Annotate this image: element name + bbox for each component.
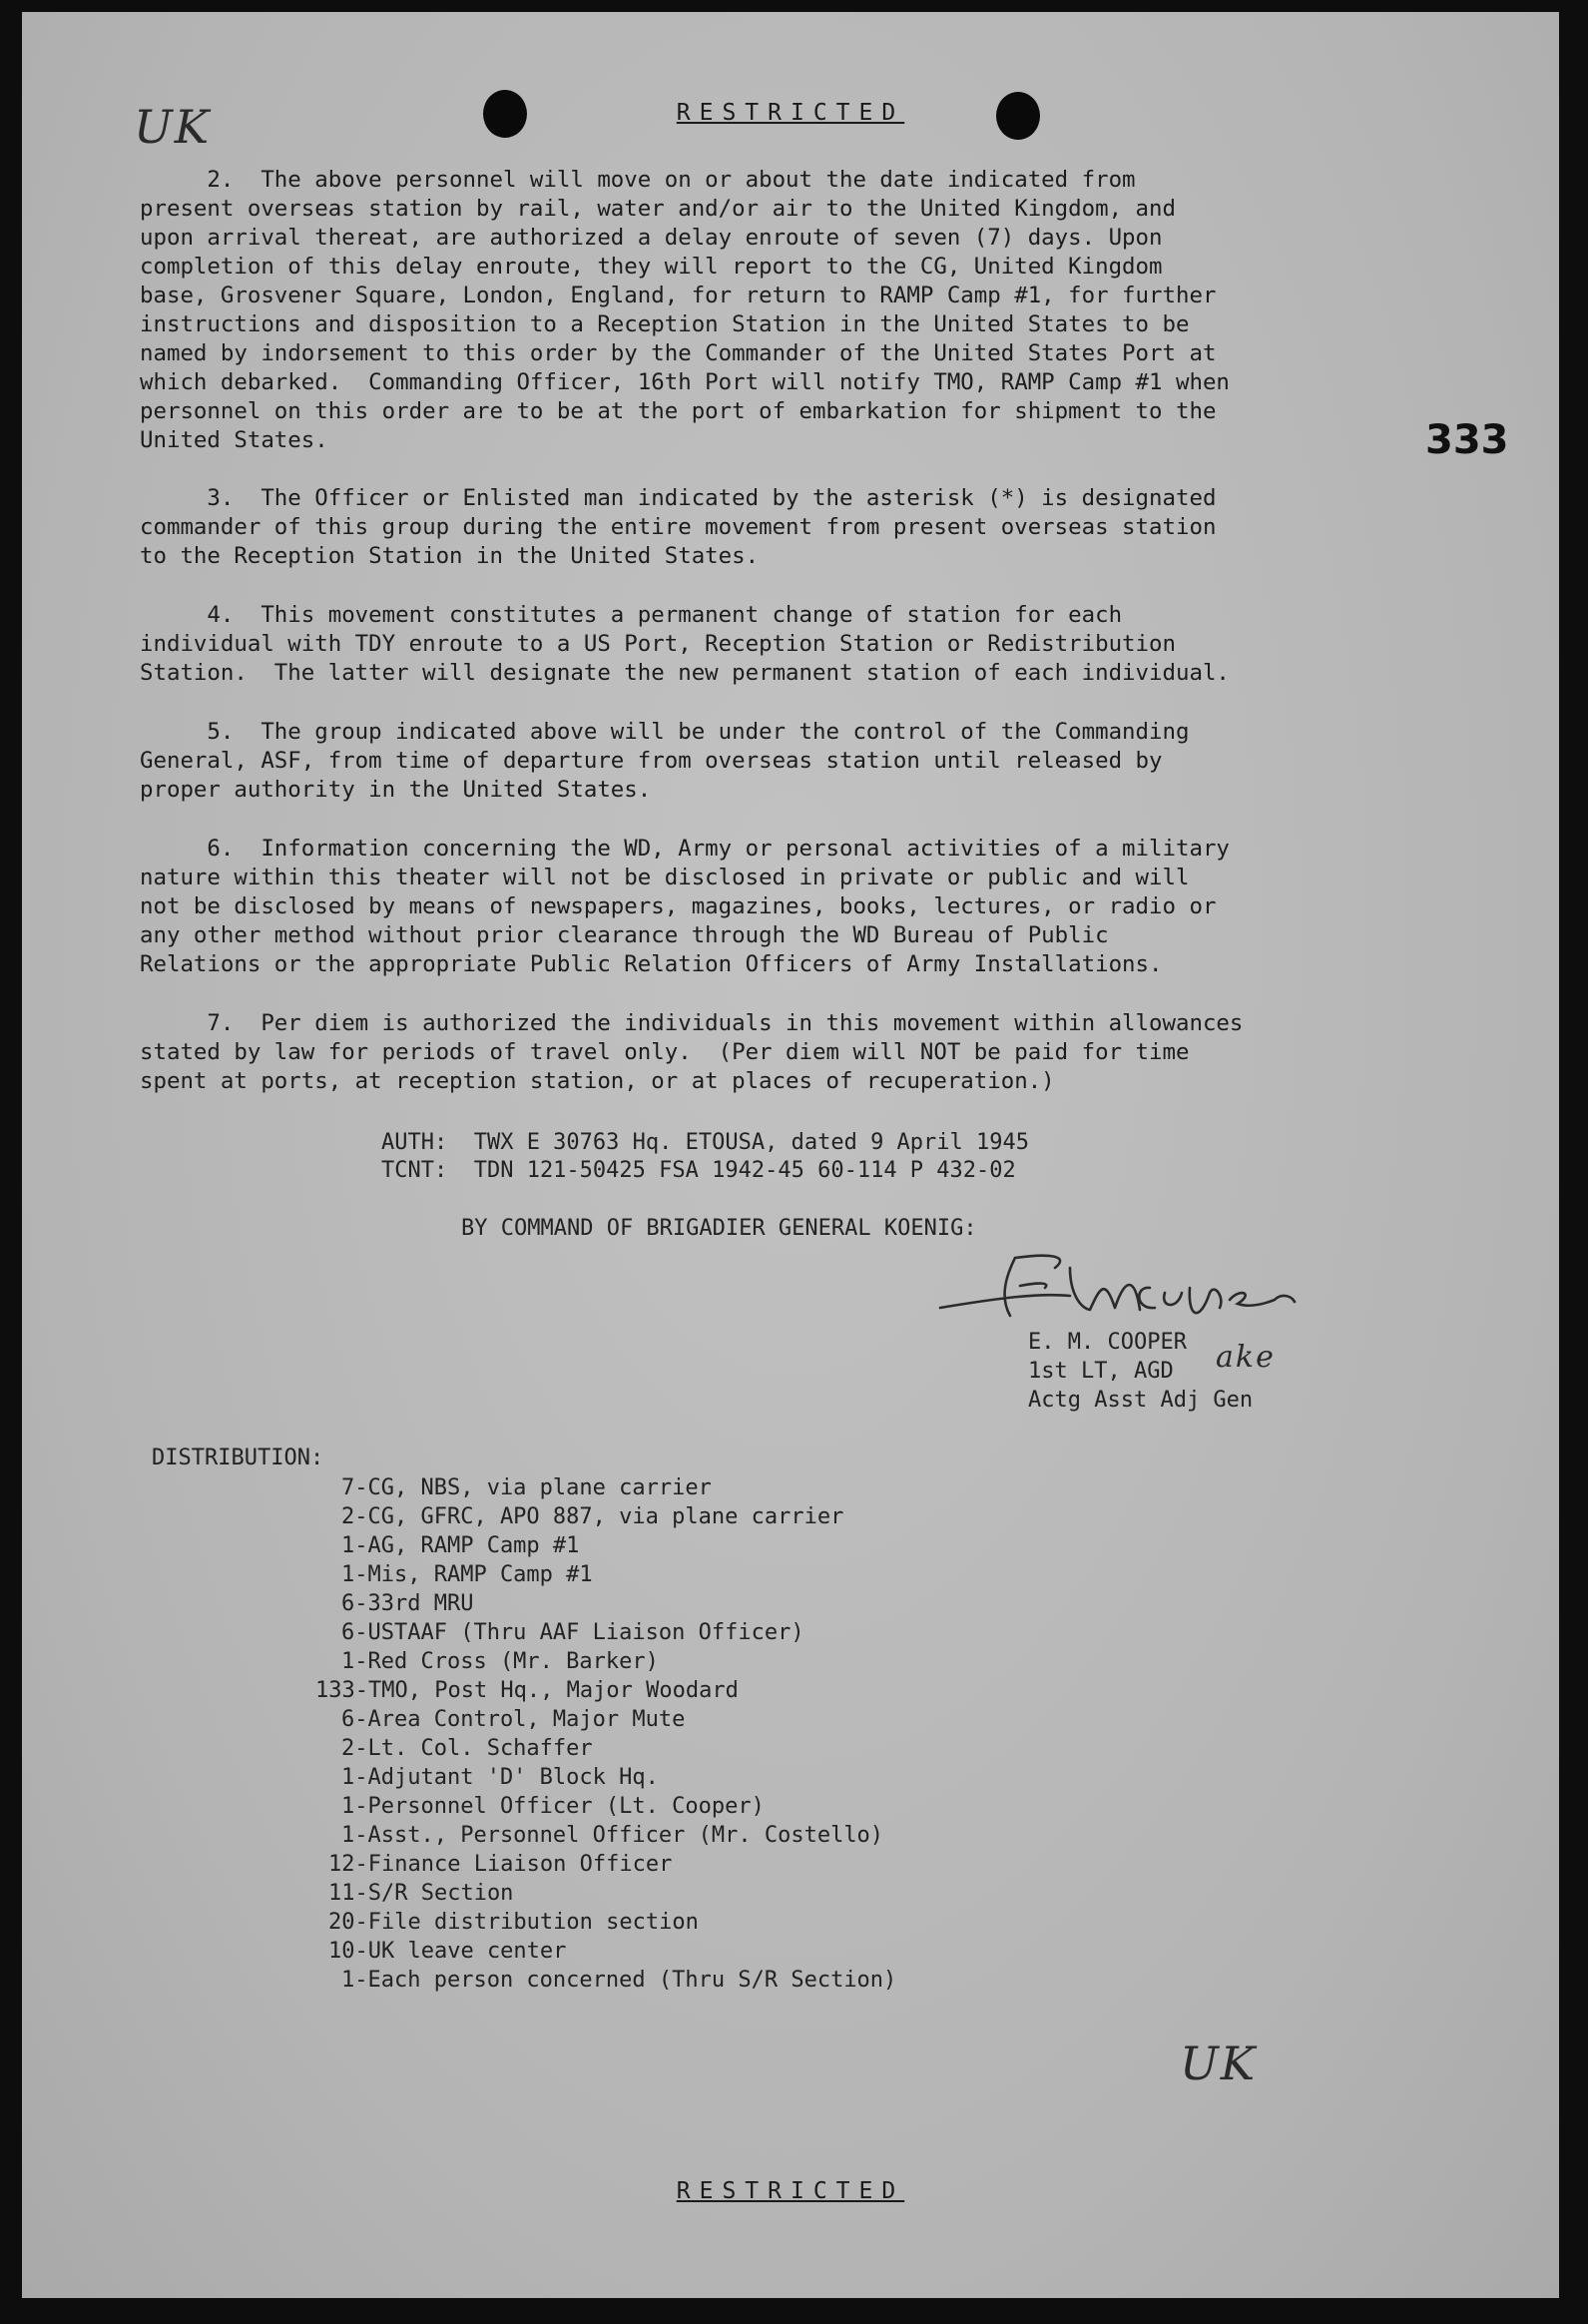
distribution-item: 7-CG, NBS, via plane carrier [341,1475,712,1500]
signatory-rank: 1st LT, AGD [1028,1359,1174,1384]
paragraph-line: upon arrival thereat, are authorized a delay enroute of seven (7) days. Upon [140,225,1163,251]
paragraph-line: 7. Per diem is authorized the individuals in this movement within allowances [140,1010,1244,1036]
handwritten-initials: ake [1216,1340,1276,1375]
distribution-item: 1-Each person concerned (Thru S/R Section) [341,1968,897,1993]
paragraph-line: instructions and disposition to a Reception Station in the United States to be [140,311,1190,337]
distribution-item: 1-Asst., Personnel Officer (Mr. Costello) [341,1823,884,1848]
distribution-item: 1-Red Cross (Mr. Barker) [341,1649,659,1674]
paragraph-line: 5. The group indicated above will be under the control of the Commanding [140,719,1190,745]
signature-stroke [940,1256,1295,1316]
distribution-item: 6-33rd MRU [341,1591,474,1616]
handwritten-mark-top: UK [134,100,212,154]
restricted-footer: RESTRICTED [676,2178,905,2204]
distribution-item: 1-Adjutant 'D' Block Hq. [341,1765,659,1790]
distribution-item: 11-S/R Section [328,1881,514,1906]
paragraph-line: nature within this theater will not be disclosed in private or public and will [140,865,1190,890]
distribution-item: 133-TMO, Post Hq., Major Woodard [315,1678,739,1703]
paragraph-line: General, ASF, from time of departure from overseas station until released by [140,748,1163,774]
paragraph-line: 6. Information concerning the WD, Army or personal activities of a military [140,836,1230,862]
distribution-item: 2-Lt. Col. Schaffer [341,1736,593,1761]
paragraph-line: personnel on this order are to be at the port of embarkation for shipment to the [140,398,1217,424]
distribution-item: 1-AG, RAMP Camp #1 [341,1533,580,1558]
page-number: 333 [1425,417,1509,463]
paragraph-line: individual with TDY enroute to a US Port, Reception Station or Redistribution [140,631,1176,657]
paragraph-line: spent at ports, at reception station, or at places of recuperation.) [140,1068,1055,1094]
signature-graphic [920,1238,1369,1328]
paragraph-line: 3. The Officer or Enlisted man indicated by the asterisk (*) is designated [140,485,1217,511]
signatory-title: Actg Asst Adj Gen [1028,1388,1254,1413]
signatory-name: E. M. COOPER [1028,1330,1187,1355]
paragraph-line: to the Reception Station in the United States. [140,543,760,569]
paragraph-line: commander of this group during the entire movement from present overseas station [140,514,1217,540]
paragraph-line: proper authority in the United States. [140,777,652,803]
restricted-header: RESTRICTED [676,100,905,126]
distribution-item: 20-File distribution section [328,1910,699,1935]
signature [920,1238,1369,1328]
paragraph-line: base, Grosvener Square, London, England, for return to RAMP Camp #1, for further [140,283,1217,308]
distribution-item: 6-USTAAF (Thru AAF Liaison Officer) [341,1620,804,1645]
paragraph-line: United States. [140,427,328,453]
distribution-item: 6-Area Control, Major Mute [341,1707,686,1732]
document-page [22,12,1559,2298]
paragraph-line: 2. The above personnel will move on or about the date indicated from [140,167,1136,193]
distribution-item: 10-UK leave center [328,1939,567,1964]
command-line: BY COMMAND OF BRIGADIER GENERAL KOENIG: [461,1216,977,1241]
paragraph-line: Station. The latter will designate the new permanent station of each individual. [140,660,1230,686]
distribution-item: 2-CG, GFRC, APO 887, via plane carrier [341,1504,844,1529]
distribution-label: DISTRIBUTION: [152,1446,324,1470]
handwritten-mark-bottom: UK [1180,2036,1258,2090]
paragraph-line: present overseas station by rail, water and/or air to the United Kingdom, and [140,196,1176,222]
distribution-item: 1-Personnel Officer (Lt. Cooper) [341,1794,765,1819]
paragraph-line: stated by law for periods of travel only. (Per diem will NOT be paid for time [140,1039,1190,1065]
distribution-item: 12-Finance Liaison Officer [328,1852,673,1877]
paragraph-line: named by indorsement to this order by the Commander of the United States Port at [140,340,1217,366]
paragraph-line: 4. This movement constitutes a permanent change of station for each [140,602,1123,628]
auth-line: AUTH: TWX E 30763 Hq. ETOUSA, dated 9 April 1945 [381,1130,1030,1155]
paragraph-line: any other method without prior clearance through the WD Bureau of Public [140,922,1109,948]
paragraph-line: Relations or the appropriate Public Relation Officers of Army Installations. [140,951,1163,977]
paragraph-line: completion of this delay enroute, they will report to the CG, United Kingdom [140,254,1163,280]
tcnt-line: TCNT: TDN 121-50425 FSA 1942-45 60-114 P 432-02 [381,1158,1016,1183]
paragraph-line: not be disclosed by means of newspapers, magazines, books, lectures, or radio or [140,893,1217,919]
distribution-item: 1-Mis, RAMP Camp #1 [341,1562,593,1587]
paragraph-line: which debarked. Commanding Officer, 16th Port will notify TMO, RAMP Camp #1 when [140,369,1230,395]
